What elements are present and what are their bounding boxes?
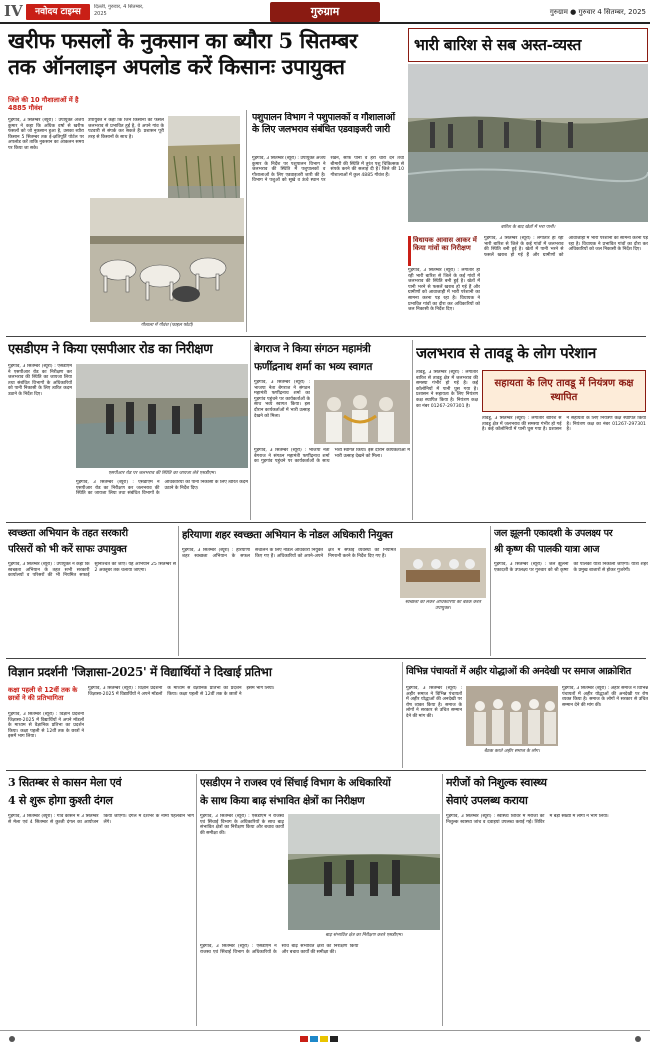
- health-body: गुड़गांव, 3 सितम्बर (ब्यूरो) : स्वास्थ्य शिविर में मरीजों को निशुल्क स्वास्थ्य जांच व दवाइयां उपलब्ध कराई गईं। शिविर में बड़ी संख्या में लोगों ने भाग लिया।: [446, 814, 609, 825]
- sdm-road-headline: एसडीएम ने किया एसपीआर रोड का निरीक्षण: [8, 342, 213, 357]
- taoru-body-2: तावडू, 3 सितम्बर (ब्यूरो) : लगातार बारिश से तावडू क्षेत्र में जलभराव की समस्या गंभीर हो गई है। कई कॉलोनियों में पानी घुस गया है। प्रशासन ने सहायता के लिए नियंत्रण कक्ष स्थापित किया है। नियंत्रण कक्ष का नंबर 01267-297301 है।: [482, 416, 646, 433]
- dateline: गुरुग्राम ● गुरुवार 4 सितम्बर, 2025: [549, 8, 646, 16]
- page-number: IV: [4, 2, 23, 20]
- health-headline-2: सेवाएं उपलब्ध कराया: [446, 794, 528, 807]
- kusti-headline-2: 4 से शुरू होगा कुश्ती दंगल: [8, 794, 113, 807]
- swachhta-headline-1: स्वच्छता अभियान के तहत सरकारी: [8, 528, 128, 539]
- ahir-body-2: गुड़गांव, 3 सितम्बर (ब्यूरो) : अहीर समाज ने विभिन्न पंचायतों में अहीर योद्धाओं की अनदेखी पर रोष व्यक्त किया है। समाज के लोगों ने सरकार से उचित सम्मान देने की मांग की।: [562, 686, 648, 708]
- ahir-photo: [466, 686, 558, 746]
- nodal-photo: [400, 548, 486, 598]
- rain-photo-caption: बारिश के बाद खेतों में भरा पानी।: [500, 225, 556, 230]
- begraj-headline-2: फणींद्रनाथ शर्मा का भव्य स्वागत: [254, 361, 373, 373]
- swachhta-headline-2: परिसरों को भी करें साफः उपायुक्त: [8, 544, 127, 555]
- sdm-flood-body: गुड़गांव, 3 सितम्बर (ब्यूरो) : एसडीएम ने राजस्व एवं सिंचाई विभाग के अधिकारियों के साथ बाढ़ संभावित क्षेत्रों का निरीक्षण किया और बचाव कार्यों की समीक्षा की।: [200, 814, 284, 836]
- lead-body-1: गुड़गांव, 3 सितम्बर (ब्यूरो) : उपायुक्त अजय कुमार ने कहा कि अधिक वर्षा से खरीफ फसलों को जो नुकसान हुआ है, उसका ब्यौरा किसान 5 सितम्बर तक ई-क्षतिपूर्ति पोर्टल पर अपलोड करें ताकि नुकसान का आकलन समय पर किया जा सके।: [8, 118, 84, 151]
- swachhta-body: गुड़गांव, 3 सितम्बर (ब्यूरो) : उपायुक्त ने कहा कि स्वच्छता अभियान के तहत सभी सरकारी कार्यालयों व परिसरों की भी नियमित सफाई सुनिश्चित की जाए। यह अभियान 25 सितम्बर से 2 अक्तूबर तक चलाया जाएगा।: [8, 562, 176, 579]
- taoru-headline: जलभराव से तावडू के लोग परेशान: [416, 344, 597, 362]
- kusti-body: गुड़गांव, 3 सितम्बर (ब्यूरो) : गांव कासन में 3 सितम्बर से मेला एवं 4 सितम्बर से कुश्ती दंगल का आयोजन किया जाएगा। दंगल में देशभर के नामी पहलवान भाग लेंगे।: [8, 814, 194, 825]
- ahir-caption: बैठक करते अहीर समाज के लोग।: [484, 749, 540, 754]
- rain-headline: भारी बारिश से सब अस्त-व्यस्त: [414, 35, 582, 54]
- rain-body-right: गुड़गांव, 3 सितम्बर (ब्यूरो) : लगातार हो रही भारी बारिश से जिले के कई गांवों में जलभराव की स्थिति बनी हुई है। खेतों में पानी भरने से फसलें खराब हो गई हैं और ग्रामीणों को आवाजाही में भारी परेशानी का सामना करना पड़ रहा है। विधायक ने प्रभावित गांवों का दौरा कर अधिकारियों को जल निकासी के निर्देश दिए।: [484, 236, 648, 258]
- begraj-body-2: गुड़गांव, 3 सितम्बर (ब्यूरो) : भाजपा नेता बेगराज ने संगठन महामंत्री फणींद्रनाथ शर्मा का गुड़गांव पहुंचने पर कार्यकर्ताओं के साथ भव्य स्वागत किया। इस दौरान कार्यकर्ताओं में भारी उत्साह देखने को मिला।: [254, 448, 410, 465]
- sdm-flood-headline-2: के साथ किया बाढ़ संभावित क्षेत्रों का निरीक्षण: [200, 795, 365, 807]
- jal-jhulni-headline-1: जल झूलनी एकादशी के उपलक्ष्य पर: [494, 528, 613, 539]
- bottom-strip: [0, 1030, 650, 1043]
- cattle-body: गुड़गांव, 3 सितम्बर (ब्यूरो) : उपायुक्त अजय कुमार के निर्देश पर पशुपालन विभाग ने जलभराव की स्थिति में पशुपालकों व गौशालाओं के लिए एडवाइजरी जारी की है। विभाग ने पशुओं को सूखे व ऊंचे स्थान पर रखने, साफ पानी व हरा चारा देने तथा बीमारी की स्थिति में तुरंत पशु चिकित्सक से संपर्क करने की सलाह दी है। जिले की 10 गौशालाओं में कुल 4885 गौवंश हैं।: [252, 156, 404, 184]
- taoru-body: तावडू, 3 सितम्बर (ब्यूरो) : लगातार बारिश से तावडू क्षेत्र में जलभराव की समस्या गंभीर हो गई है। कई कॉलोनियों में पानी घुस गया है। प्रशासन ने सहायता के लिए नियंत्रण कक्ष स्थापित किया है। नियंत्रण कक्ष का नंबर 01267-297301 है।: [416, 370, 478, 409]
- sdm-road-caption: एसपीआर रोड पर जलभराव की स्थिति का जायजा लेते एसडीएम।: [108, 471, 216, 476]
- cattle-photo-caption: गौशाला में गौवंश (फाइल फोटो): [140, 323, 194, 328]
- lead-headline-1: खरीफ फसलों के नुकसान का ब्यौरा 5 सितम्बर: [8, 28, 358, 53]
- begraj-headline-1: बेगराज ने किया संगठन महामंत्री: [254, 343, 371, 355]
- nodal-body: गुड़गांव, 3 सितम्बर (ब्यूरो) : हरियाणा शहर स्वच्छता अभियान के सफल संचालन के लिए नोडल अधिकारी नियुक्त किए गए हैं। अधिकारियों को अपने-अपने क्षेत्र में सफाई व्यवस्था की नियमित निगरानी करने के निर्देश दिए गए हैं।: [182, 548, 396, 559]
- begraj-photo: [314, 380, 410, 444]
- sdm-road-body: गुड़गांव, 3 सितम्बर (ब्यूरो) : एसडीएम ने एसपीआर रोड का निरीक्षण कर जलभराव की स्थिति का जायजा लिया तथा संबंधित विभागों के अधिकारियों को पानी निकासी के लिए त्वरित कदम उठाने के निर्देश दिए।: [8, 364, 72, 397]
- sdm-road-photo: [76, 364, 248, 468]
- edition-line: दिल्ली, गुरुवार, 4 सितम्बर, 2025: [94, 4, 144, 17]
- kusti-headline-1: 3 सितम्बर से कासन मेला एवं: [8, 776, 122, 789]
- sdm-road-body-2: गुड़गांव, 3 सितम्बर (ब्यूरो) : एसडीएम ने एसपीआर रोड का निरीक्षण कर जलभराव की स्थिति का जायजा लिया तथा संबंधित विभागों के अधिकारियों को पानी निकासी के लिए त्वरित कदम उठाने के निर्देश दिए।: [76, 480, 248, 497]
- cattle-photo: [90, 198, 244, 322]
- vigyan-headline: विज्ञान प्रदर्शनी 'जिज्ञासा-2025' में विद्यार्थियों ने दिखाई प्रतिभा: [8, 665, 272, 679]
- rain-photo: [408, 64, 648, 222]
- nodal-headline: हरियाणा शहर स्वच्छता अभियान के नोडल अधिकारी नियुक्त: [182, 529, 393, 541]
- lead-body-2: उपायुक्त ने कहा कि जिन किसानों की फसल जलभराव से प्रभावित हुई है, वे अपने गांव के पटवारी से संपर्क कर सकते हैं। प्रशासन पूरी तरह से किसानों के साथ है।: [88, 118, 164, 140]
- sdm-flood-headline-1: एसडीएम ने राजस्व एवं सिंचाई विभाग के अधिकारियों: [200, 777, 391, 789]
- rain-body-left: गुड़गांव, 3 सितम्बर (ब्यूरो) : लगातार हो रही भारी बारिश से जिले के कई गांवों में जलभराव की स्थिति बनी हुई है। खेतों में पानी भरने से फसलें खराब हो गई हैं और ग्रामीणों को आवाजाही में भारी परेशानी का सामना करना पड़ रहा है। विधायक ने प्रभावित गांवों का दौरा कर अधिकारियों को जल निकासी के निर्देश दिए।: [408, 268, 480, 313]
- city-banner: गुरुग्राम: [270, 2, 380, 22]
- rain-sub-headline: विधायक आवास आकर में किया गांवों का निरीक्षण: [408, 236, 480, 266]
- ahir-body: गुड़गांव, 3 सितम्बर (ब्यूरो) : अहीर समाज ने विभिन्न पंचायतों में अहीर योद्धाओं की अनदेखी पर रोष व्यक्त किया है। समाज के लोगों ने सरकार से उचित सम्मान देने की मांग की।: [406, 686, 462, 719]
- jal-jhulni-body: गुड़गांव, 3 सितम्बर (ब्यूरो) : जल झूलनी एकादशी के उपलक्ष्य पर गुरुवार को श्री कृष्ण की पालकी यात्रा निकाली जाएगी। यात्रा शहर के प्रमुख बाजारों से होकर गुजरेगी।: [494, 562, 648, 573]
- lead-headline-2: तक ऑनलाइन अपलोड करें किसानः उपायुक्त: [8, 54, 345, 79]
- begraj-body: गुड़गांव, 3 सितम्बर (ब्यूरो) : भाजपा नेता बेगराज ने संगठन महामंत्री फणींद्रनाथ शर्मा का गुड़गांव पहुंचने पर कार्यकर्ताओं के साथ भव्य स्वागत किया। इस दौरान कार्यकर्ताओं में भारी उत्साह देखने को मिला।: [254, 380, 310, 419]
- sdm-flood-caption: बाढ़ संभावित क्षेत्र का निरीक्षण करते एसडीएम।: [325, 933, 403, 938]
- nodal-caption: स्वच्छता को लेकर अधिकारियों की बैठक करते उपायुक्त।: [405, 600, 481, 611]
- lead-sidebar-head: जिले की 10 गौशालाओं में है 4885 गौवंश: [8, 96, 79, 113]
- taoru-sub-headline: सहायता के लिए तावडू में नियंत्रण कक्ष स्थापित: [482, 370, 646, 412]
- vigyan-sidebar-head: कक्षा पहली से 12वीं तक के छात्रों ने की प्रतिभागिता: [8, 686, 78, 702]
- masthead-logo: नवोदय टाइम्स: [26, 4, 90, 20]
- cattle-headline: पशुपालन विभाग ने पशुपालकों व गौशालाओं के लिए जलभराव संबंधित एडवाइजरी जारी: [252, 112, 395, 136]
- sdm-flood-body-2: गुड़गांव, 3 सितम्बर (ब्यूरो) : एसडीएम ने राजस्व एवं सिंचाई विभाग के अधिकारियों के साथ बाढ़ संभावित क्षेत्रों का निरीक्षण किया और बचाव कार्यों की समीक्षा की।: [200, 944, 359, 955]
- health-headline-1: मरीजों को निशुल्क स्वास्थ्य: [446, 776, 547, 789]
- vigyan-body: गुड़गांव, 3 सितम्बर (ब्यूरो) : विज्ञान प्रदर्शनी जिज्ञासा-2025 में विद्यार्थियों ने अपने मॉडलों के माध्यम से वैज्ञानिक प्रतिभा का प्रदर्शन किया। कक्षा पहली से 12वीं तक के छात्रों ने इसमें भाग लिया।: [8, 712, 84, 740]
- sdm-flood-photo: [288, 814, 440, 930]
- jal-jhulni-headline-2: श्री कृष्ण की पालकी यात्रा आज: [494, 544, 600, 555]
- vigyan-body-2: गुड़गांव, 3 सितम्बर (ब्यूरो) : विज्ञान प्रदर्शनी जिज्ञासा-2025 में विद्यार्थियों ने अपने मॉडलों के माध्यम से वैज्ञानिक प्रतिभा का प्रदर्शन किया। कक्षा पहली से 12वीं तक के छात्रों ने इसमें भाग लिया।: [88, 686, 275, 697]
- ahir-headline: विभिन्न पंचायतों में अहीर योद्धाओं की अनदेखी पर समाज आक्रोशित: [406, 666, 631, 677]
